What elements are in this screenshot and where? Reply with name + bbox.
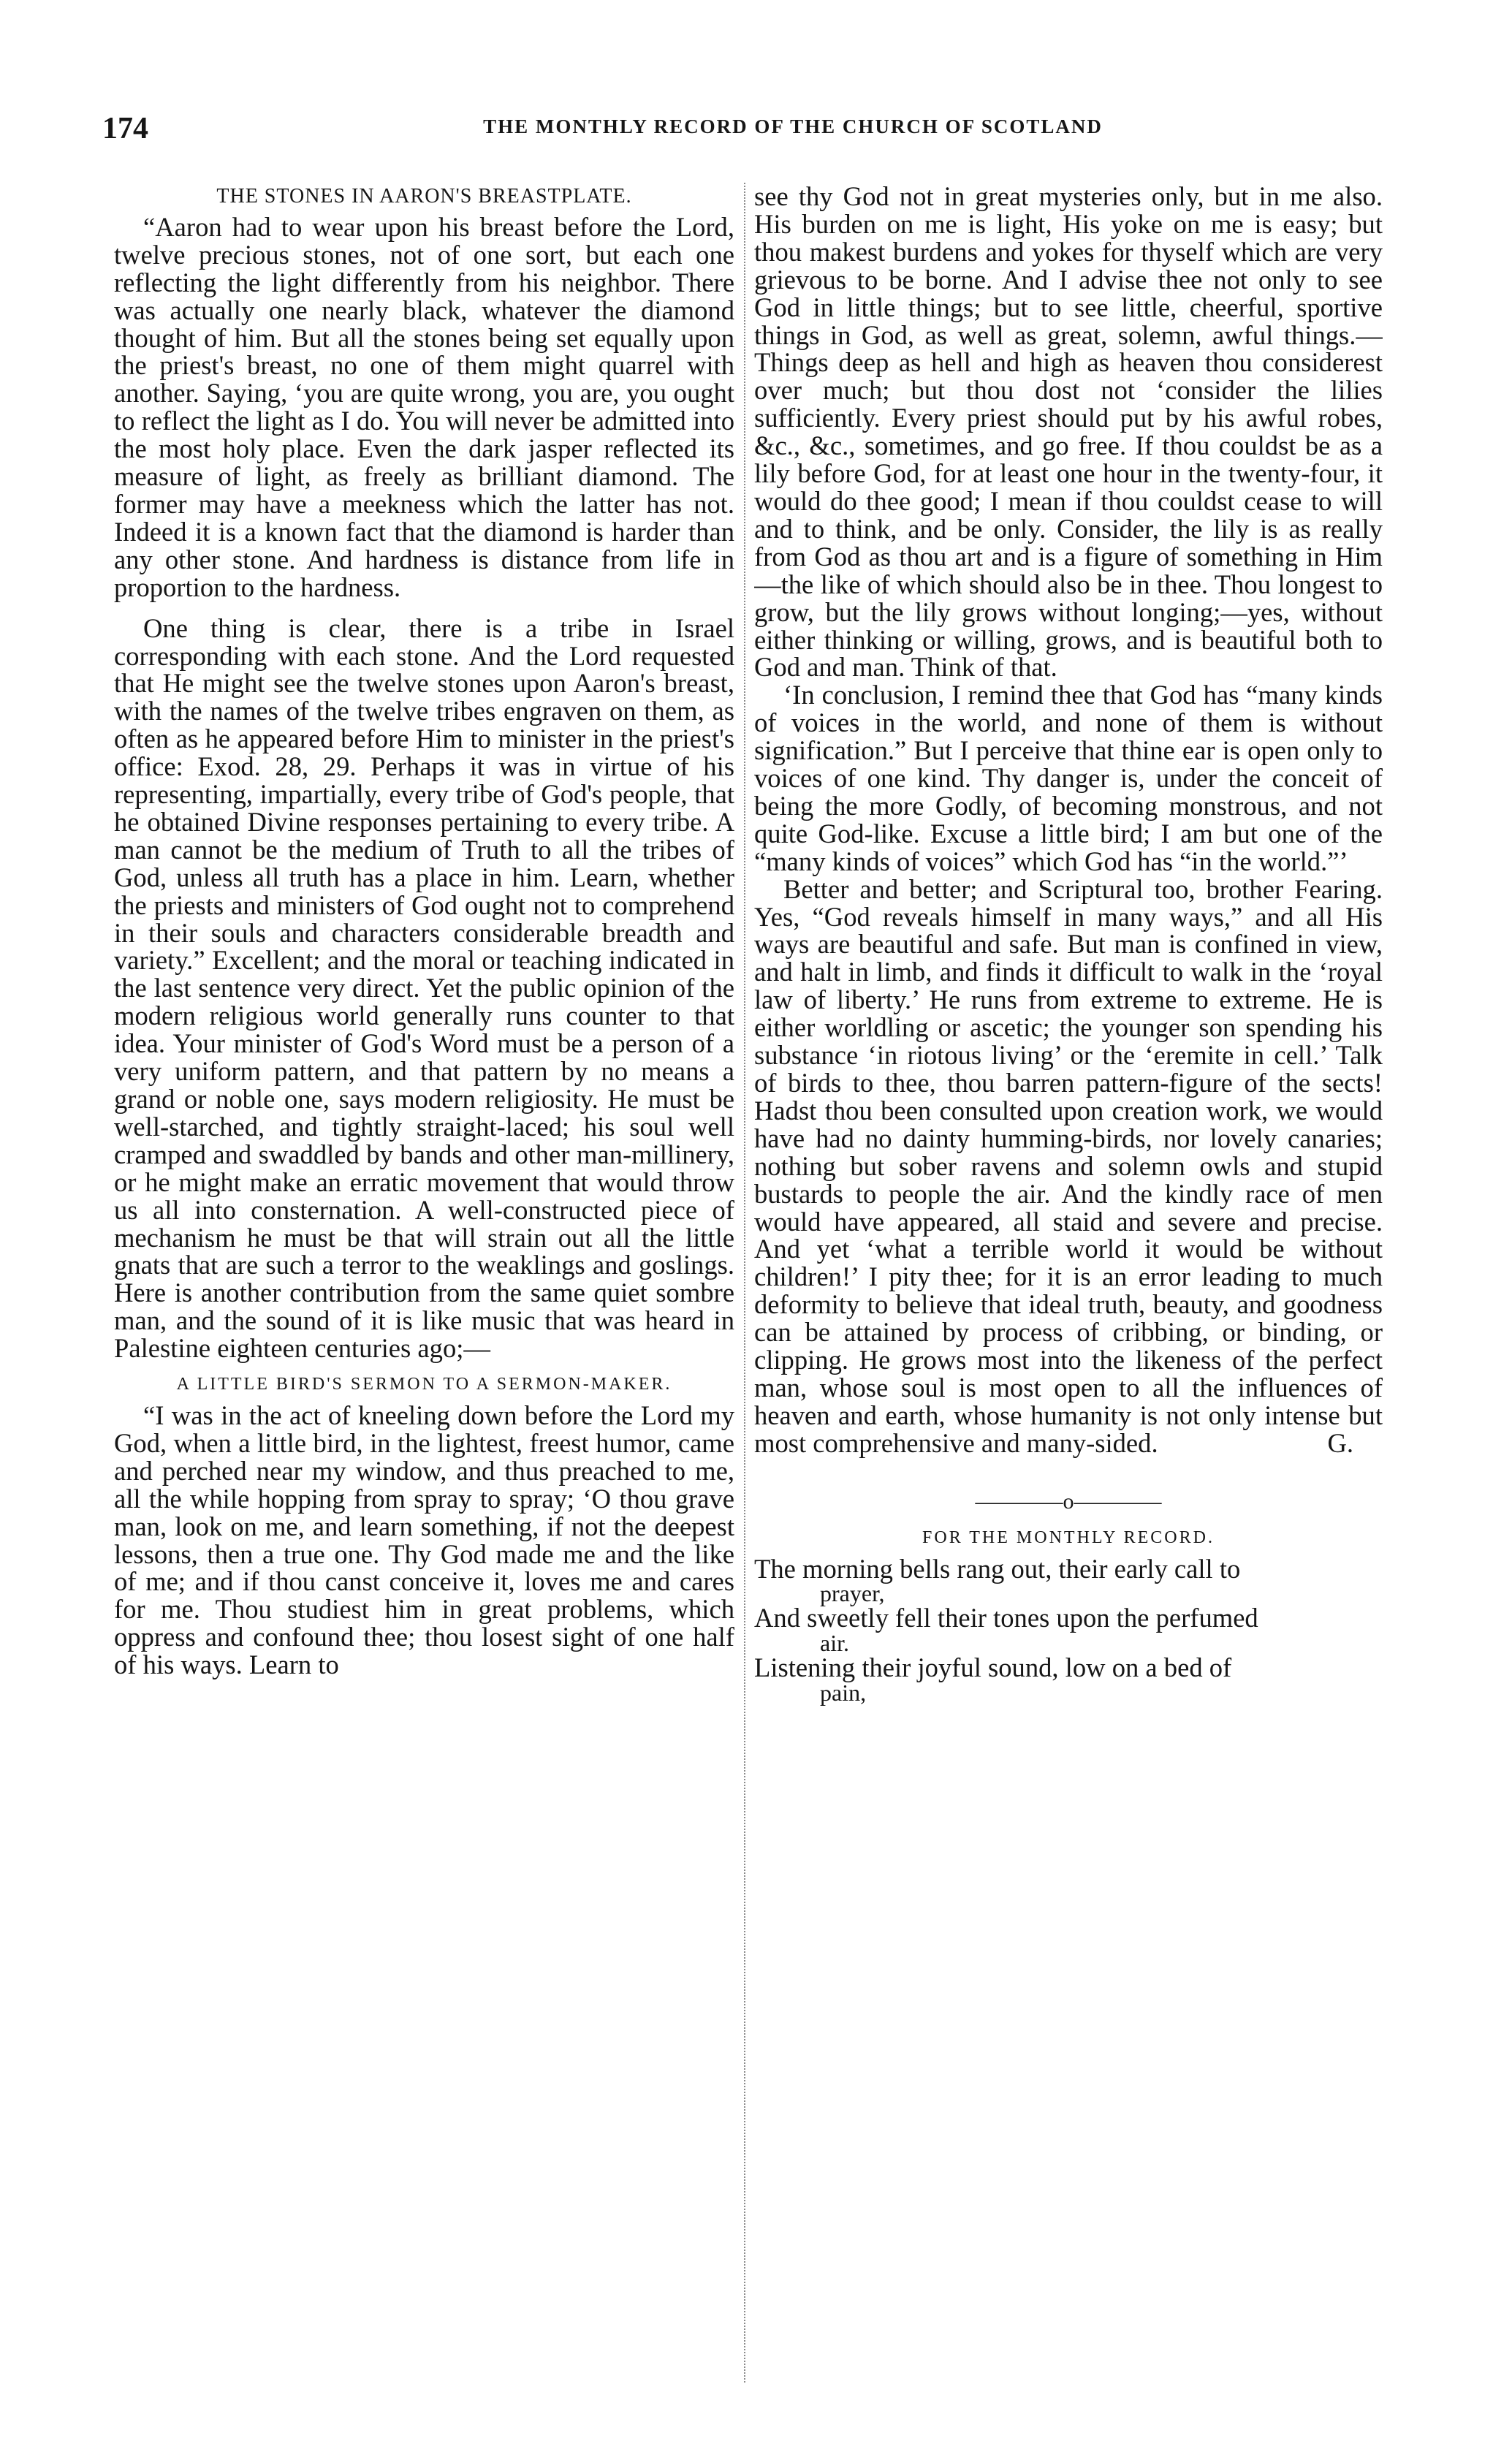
right-column xyxy=(754,183,1383,2431)
signature: G. xyxy=(1327,1427,1353,1458)
poem-line-continuation: prayer, xyxy=(820,1580,885,1607)
poem-line-continuation: air. xyxy=(820,1630,849,1657)
poem xyxy=(754,1553,1383,1707)
left-column xyxy=(114,183,734,2431)
page-header xyxy=(102,111,1396,152)
article-paragraph-continued: see thy God not in great mysteries only, but in me also. His burden on me is light, His yoke on me is easy; but thou makest burdens and yokes for thyself which are very grievous to be borne. And I advise thee not only to see God in little things; but to see little, cheerful, sportive things in God, as well as great, solemn, awful things.—Things deep as hell and high as heaven thou considerest over much; but thou dost not ‘consider the lilies sufficiently. Every priest should put by his awful robes, &c., &c., sometimes, and go free. If thou couldst be as a lily before God, for at least one hour in the twenty-four, it would do thee good; I mean if thou couldst cease to will and to think, and be only. Consider, the lily is as really from God as thou art and is a figure of something in Him—the like of which should also be in thee. Thou longest to grow, but the lily grows without longing;—yes, without either thinking or willing, grows, and is beautiful both to God and man. Think of that. xyxy=(754,183,1383,683)
section-divider: ————o———— xyxy=(975,1489,1162,1514)
poem-line-continuation: pain, xyxy=(820,1679,867,1707)
poem-line: Listening their joyful sound, low on a bed of xyxy=(754,1652,1232,1683)
article-paragraph: One thing is clear, there is a tribe in Israel corresponding with each stone. And the Lord requested that He might see the twelve stones upon Aaron's breast, with the names of the twelve tribes engraven on them, as often as he appeared before Him to minister in the priest's office: Exod. 28, 29. Perhaps it was in virtue of his representing, impartially, every tribe of God's people, that he obtained Divine responses pertaining to every tribe. A man cannot be the medium of Truth to all the tribes of God, unless all truth has a place in him. Learn, whether the priests and ministers of God ought not to comprehend in their souls and characters considerable breadth and variety.” Excellent; and the moral or teaching indicated in the last sentence very direct. Yet the public opinion of the modern religious world generally runs counter to that idea. Your minister of God's Word must be a person of a very uniform pattern, and that pattern by no means a grand or noble one, says modern religiosity. He must be well-starched, and tightly straight-laced; his soul well cramped and swaddled by bands and other man-millinery, or he might make an erratic movement that would throw us all into consternation. A well-constructed piece of mechanism he must be that will strain out all the little gnats that are such a terror to the weaklings and goslings. Here is another contribution from the same quiet sombre man, and the sound of it is like music that was heard in Palestine eighteen centuries ago;— xyxy=(114,612,734,1364)
article-paragraph: “I was in the act of kneeling down before the Lord my God, when a little bird, in the lightest, freest humor, came and perched near my window, and thus preached to me, all the while hopping from spray to spray; ‘O thou grave man, look on me, and learn something, if not the deepest lessons, then a true one. Thy God made me and the like of me; and if thou canst conceive it, loves me and cares for me. Thou studiest him in great problems, which oppress and confound thee; thou losest sight of one half of his ways. Learn to xyxy=(114,1400,734,1680)
page-number: 174 xyxy=(102,112,148,145)
poem-line: The morning bells rang out, their early call to xyxy=(754,1553,1241,1584)
article-heading-stones: THE STONES IN AARON'S BREASTPLATE. xyxy=(216,185,632,208)
article-paragraph: ‘In conclusion, I remind thee that God has “many kinds of voices in the world, and none of them is without signification.” But I perceive that thine ear is open only to voices of one kind. Thy danger is, under the conceit of being the more Godly, of becoming monstrous, and not quite God-like. Excuse a little bird; I am but one of the “many kinds of voices” which God has “in the world.”’ xyxy=(754,680,1383,876)
poem-heading: FOR THE MONTHLY RECORD. xyxy=(922,1527,1215,1547)
article-heading-bird-sermon: A LITTLE BIRD'S SERMON TO A SERMON-MAKER. xyxy=(176,1375,672,1394)
article-paragraph: Better and better; and Scriptural too, brother Fearing. Yes, “God reveals himself in many ways,” and all His ways are beautiful and safe. But man is confined in view, and halt in limb, and finds it difficult to walk in the ‘royal law of liberty.’ He runs from extreme to extreme. He is either worldling or ascetic; the younger son spending his substance ‘in riotous living’ or the ‘eremite in cell.’ Talk of birds to thee, thou barren pattern-figure of the sects! Hadst thou been consulted upon creation work, we would have had no dainty humming-birds, nor lovely canaries; nothing but sober ravens and solemn owls and stupid bustards to people the air. And the kindly race of men would have appeared, all staid and severe and precise. And yet ‘what a terrible world it would be without children!’ I pity thee; for it is an error leading to much deformity to believe that ideal truth, beauty, and goodness can be attained by process of cribbing, or binding, or clipping. He grows most into the likeness of the perfect man, whose soul is most open to all the influences of heaven and earth, whose humanity is not only intense but most comprehensive and many-sided. xyxy=(754,873,1383,1458)
article-paragraph: “Aaron had to wear upon his breast before the Lord, twelve precious stones, not of one sort, but each one reflecting the light differently from his neighbor. There was actually one nearly black, whatever the diamond thought of him. But all the stones being set equally upon the priest's breast, no one of them might quarrel with another. Saying, ‘you are quite wrong, you are, you ought to reflect the light as I do. You will never be admitted into the most holy place. Even the dark jasper reflected its measure of light, as freely as brilliant diamond. The former may have a meekness which the latter has not. Indeed it is a known fact that the diamond is harder than any other stone. And hardness is distance from life in proportion to the hardness. xyxy=(114,211,734,602)
running-title: THE MONTHLY RECORD OF THE CHURCH OF SCOTLAND xyxy=(483,115,1103,137)
column-divider xyxy=(744,183,745,2383)
poem-line: And sweetly fell their tones upon the perfumed xyxy=(754,1603,1258,1633)
